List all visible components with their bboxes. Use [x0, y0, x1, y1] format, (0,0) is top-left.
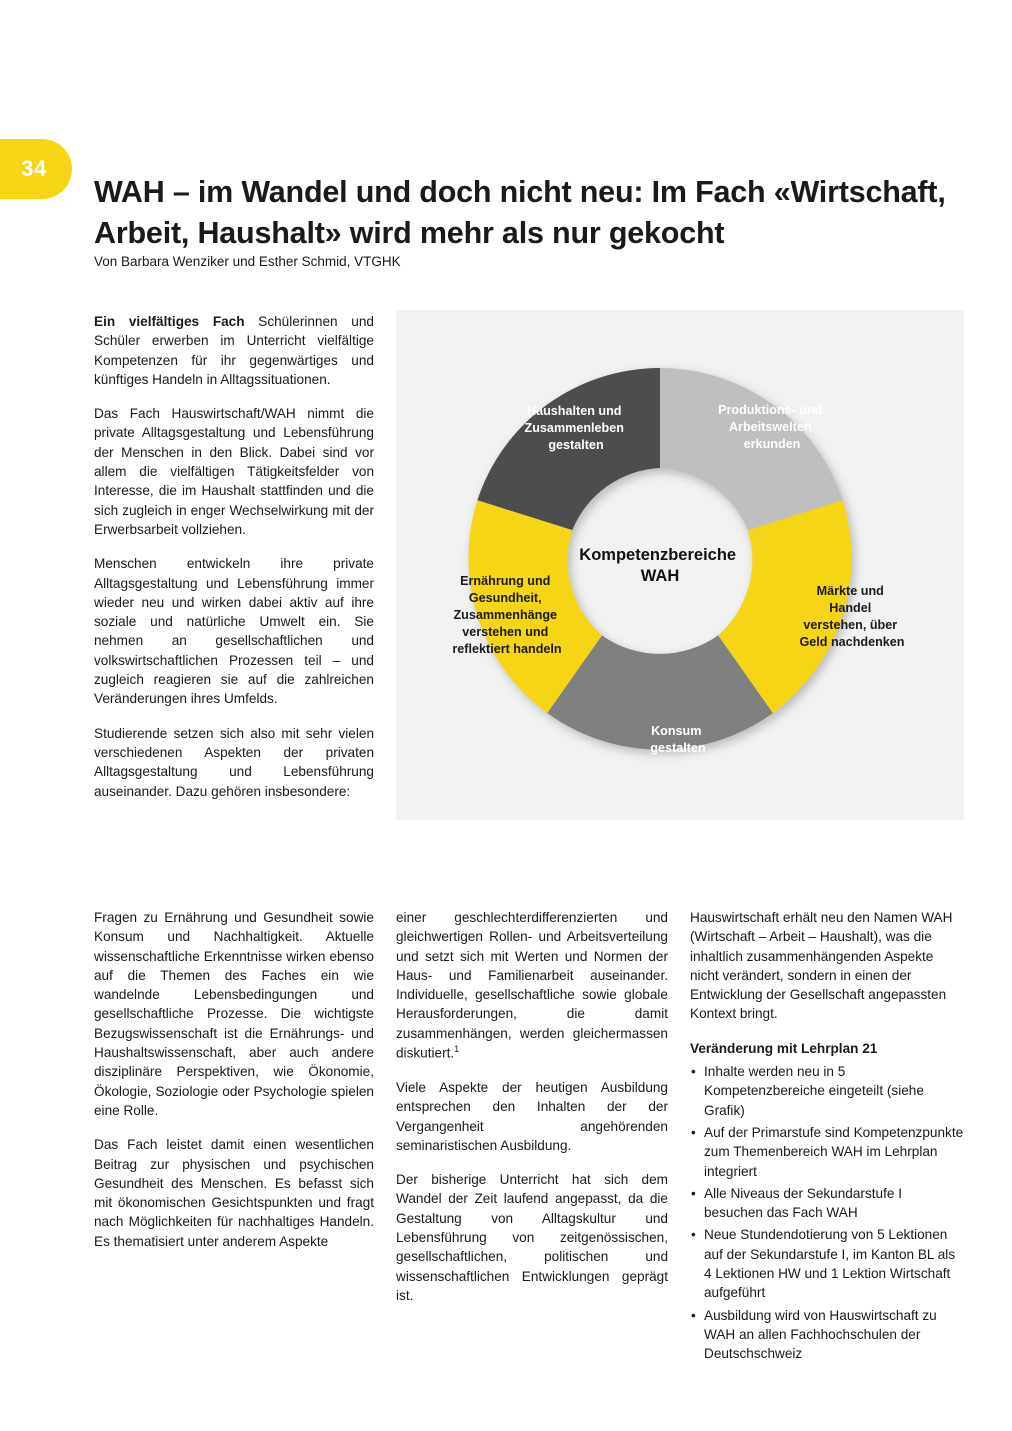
article-column-two: [396, 908, 668, 1305]
article-column-one-bottom: [94, 908, 374, 1251]
lehrplan-bullet-list: [690, 1062, 964, 1363]
donut-label-maerkte: Märkte und Handel verstehen, über Geld nachdenken: [799, 584, 905, 649]
page-title: WAH – im Wandel und doch nicht neu: Im Fach «Wirtschaft, Arbeit, Haushalt» wird mehr als nur gekocht: [94, 175, 946, 250]
competence-areas-donut-chart: [396, 310, 964, 820]
donut-label-haushalten: Haushalten und Zusammenleben gestalten: [524, 404, 624, 452]
article-column-three: [690, 908, 964, 1367]
donut-label-produktions: Produktions- und Arbeitswelten erkunden: [718, 403, 823, 451]
list-item: • Auf der Primarstufe sind Kompetenzpunkte zum Themenbereich WAH im Lehrplan integriert: [690, 1123, 964, 1181]
byline: Von Barbara Wenziker und Esther Schmid, VTGHK: [94, 254, 401, 269]
donut-center-label: Kompetenzbereiche WAH: [579, 546, 737, 585]
paragraph: Das Fach leistet damit einen wesentlichen Beitrag zur physischen und psychischen Gesundheit des Menschen. Es befasst sich mit ökonomischen Gesichtspunkten und fragt nach Möglichkeiten für nachhaltiges Handeln. Es thematisiert unter anderem Aspekte: [94, 1137, 374, 1249]
section-subheading: Ein vielfältiges Fach: [94, 314, 245, 329]
paragraph-intro: [94, 312, 374, 389]
paragraph-text: einer geschlechterdifferenzierten und gleichwertigen Rollen- und Arbeitsverteilung und setzt sich mit Werten und Normen der Haus- und Familienarbeit auseinander. Individuelle, gesellschaftliche sowie globale Herausforderungen, die damit zusammenhängen, werden gleichermassen diskutiert.: [396, 910, 668, 1061]
paragraph-intro-text: Schülerinnen und Schüler erwerben im Unterricht vielfältige Kompetenzen für ihr gegenwärtiges und künftiges Handeln in Alltagssituationen.: [94, 314, 374, 387]
donut-label-ernaehrung: Ernährung und Gesundheit, Zusammenhänge verstehen und reflektiert handeln: [452, 574, 562, 656]
article-left-column: [94, 312, 374, 816]
footnote-marker: 1: [454, 1044, 460, 1055]
paragraph-with-footnote: [396, 908, 668, 1063]
paragraph: Studierende setzen sich also mit sehr vielen verschiedenen Aspekten der privaten Alltagsgestaltung und Lebensführung auseinander. Dazu gehören insbesondere:: [94, 725, 374, 799]
paragraph: Menschen entwickeln ihre private Alltagsgestaltung und Lebensführung immer wieder neu und wirken dabei aktiv auf ihre soziale und natürliche Umwelt ein. Sie nehmen an gesellschaftlichen und volkswirtschaftlichen Prozessen teil – und zugleich reagieren sie auf die zahlreichen Veränderungen ihres Umfelds.: [94, 556, 374, 707]
list-item: • Inhalte werden neu in 5 Kompetenzbereiche eingeteilt (siehe Grafik): [690, 1062, 964, 1120]
list-item: • Alle Niveaus der Sekundarstufe I besuchen das Fach WAH: [690, 1184, 964, 1223]
list-item: • Ausbildung wird von Hauswirtschaft zu WAH an allen Fachhochschulen der Deutschschweiz: [690, 1306, 964, 1364]
page-number: 34: [21, 156, 47, 181]
paragraph: Fragen zu Ernährung und Gesundheit sowie Konsum und Nachhaltigkeit. Aktuelle wissenschaftliche Erkenntnisse wirken ebenso auf die Themen des Faches ein wie wandelnde Lebensbedingungen und gesellschaftliche Prozesse. Die wichtigste Bezugswissenschaft ist die Ernährungs- und Haushaltswissenschaft, aber auch andere disziplinäre Perspektiven, wie Ökonomie, Ökologie, Soziologie oder Psychologie spielen eine Rolle.: [94, 910, 374, 1118]
section-subheading-lehrplan: Veränderung mit Lehrplan 21: [690, 1040, 878, 1056]
paragraph: Hauswirtschaft erhält neu den Namen WAH (Wirtschaft – Arbeit – Haushalt), was die inhaltlich zusammenhängenden Aspekte nicht verändert, sondern in einen der Entwicklung der Gesellschaft angepassten Kontext bringt.: [690, 910, 953, 1022]
page-number-badge: [0, 139, 72, 199]
donut-svg: [396, 310, 964, 820]
donut-label-konsum: Konsum gestalten: [650, 724, 706, 755]
list-item: • Neue Stundendotierung von 5 Lektionen auf der Sekundarstufe I, im Kanton BL als 4 Lektionen HW und 1 Lektion Wirtschaft aufgeführt: [690, 1225, 964, 1302]
paragraph: Der bisherige Unterricht hat sich dem Wandel der Zeit laufend angepasst, da die Gestaltung von Alltagskultur und Lebensführung von zeitgenössischen, gesellschaftlichen, politischen und wissenschaftlichen Entwicklungen geprägt ist.: [396, 1172, 668, 1303]
paragraph: Viele Aspekte der heutigen Ausbildung entsprechen den Inhalten der der Vergangenheit angehörenden seminaristischen Ausbildung.: [396, 1079, 668, 1153]
paragraph: Das Fach Hauswirtschaft/WAH nimmt die private Alltagsgestaltung und Lebensführung der Menschen in den Blick. Dabei sind vor allem die vielfältigen Tätigkeitsfelder von Interesse, die im Haushalt stattfinden und die sich zugleich in enger Wechselwirkung mit der Erwerbsarbeit vollziehen.: [94, 406, 374, 537]
